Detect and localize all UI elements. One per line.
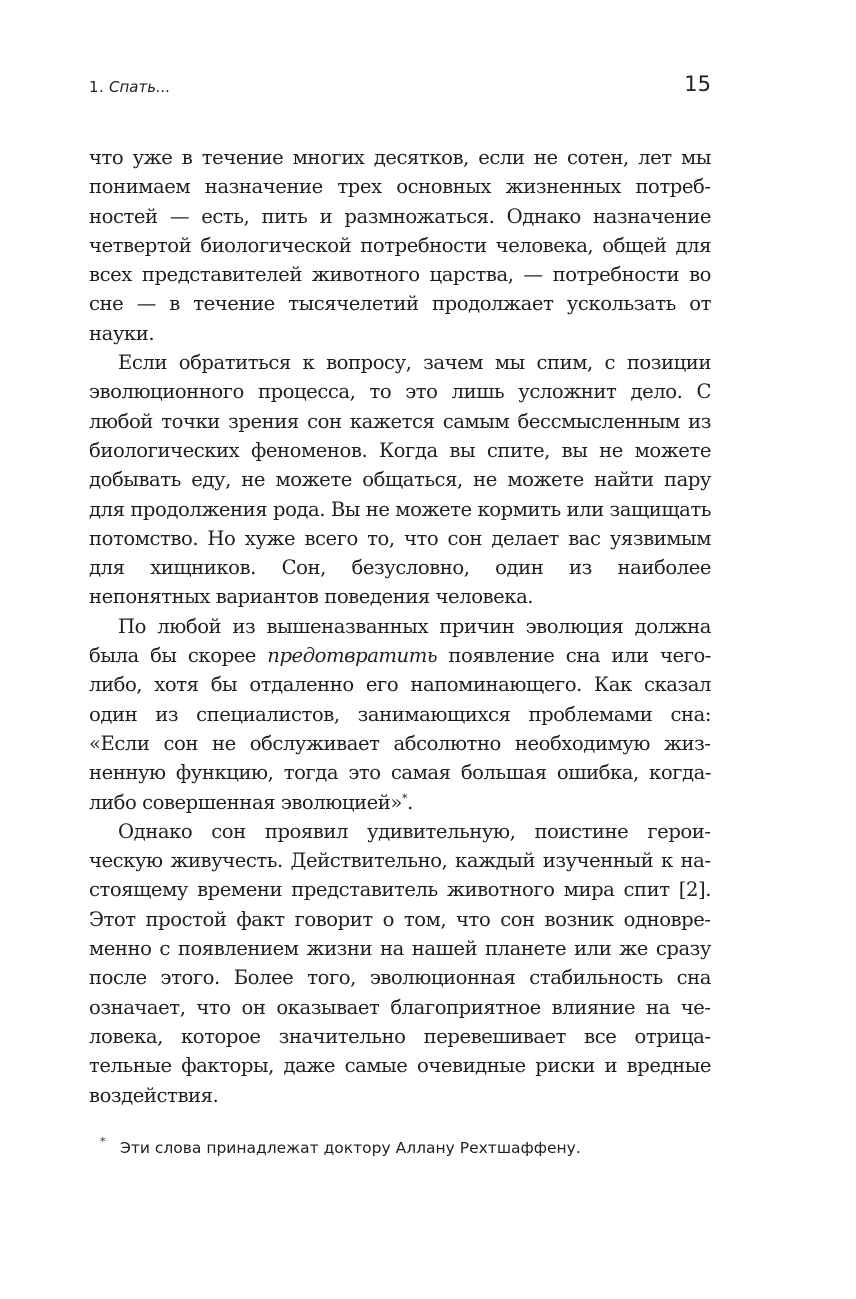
running-head bbox=[89, 72, 711, 102]
footnote-text: Эти слова принадлежат доктору Аллану Рехтшаффену. bbox=[120, 1139, 581, 1157]
page-number: 15 bbox=[684, 72, 711, 96]
footnote-reference[interactable]: * bbox=[401, 791, 407, 805]
footnote bbox=[100, 1135, 724, 1158]
paragraph-1: что уже в течение многих десятков, если не сотен, лет мы понимаем назначение трех основных жизненных потребностей — есть, пить и размножаться. Однако назначение четвертой биологической потребности человека, общей для всех представителей животного царства, — потребности во сне — в течение тысячелетий продолжает ускользать от науки. bbox=[89, 146, 711, 345]
footnote-mark: * bbox=[100, 1135, 106, 1148]
paragraph-2: Если обратиться к вопросу, зачем мы спим, с позиции эволюционного процесса, то это лишь усложнит дело. С любой точки зрения сон кажется самым бессмысленным из биологических феноменов. Когда вы спите, вы не можете добывать еду, не можете общаться, не можете найти пару для продолжения рода. Вы не можете кормить или защищать потомство. Но хуже всего то, что сон делает вас уязвимым для хищников. Сон, безусловно, один из наиболее непонятных вариантов поведения человека. bbox=[89, 351, 711, 609]
emphasis-prevent: предотвратить bbox=[267, 644, 438, 668]
body-text bbox=[89, 143, 711, 1110]
paragraph-3-text-start: По любой из вышеназванных причин эволюция должна была бы скорее bbox=[89, 614, 711, 668]
chapter-number: 1. bbox=[89, 78, 105, 96]
chapter-title: Спать... bbox=[109, 78, 171, 96]
paragraph-3-text-end: появление сна или чего-либо, хотя бы отдаленно его напоминающего. Как сказал один из специалистов, занимающихся проблемами сна: «Если сон не обслуживает абсолютно необходимую жизненную функцию, тогда это самая большая ошибка, когда-либо совершенная эволюцией» bbox=[89, 644, 711, 814]
paragraph-4: Однако сон проявил удивительную, поистине героическую живучесть. Действительно, каждый изученный к настоящему времени представитель животного мира спит [2]. Этот простой факт говорит о том, что сон возник одновременно с появлением жизни на нашей планете или же сразу после этого. Более того, эволюционная стабильность сна означает, что он оказывает благоприятное влияние на человека, которое значительно перевешивает все отрицательные факторы, даже самые очевидные риски и вредные воздействия. bbox=[89, 819, 711, 1107]
paragraph-3 bbox=[89, 612, 711, 817]
paragraph-3-period: . bbox=[407, 790, 413, 814]
